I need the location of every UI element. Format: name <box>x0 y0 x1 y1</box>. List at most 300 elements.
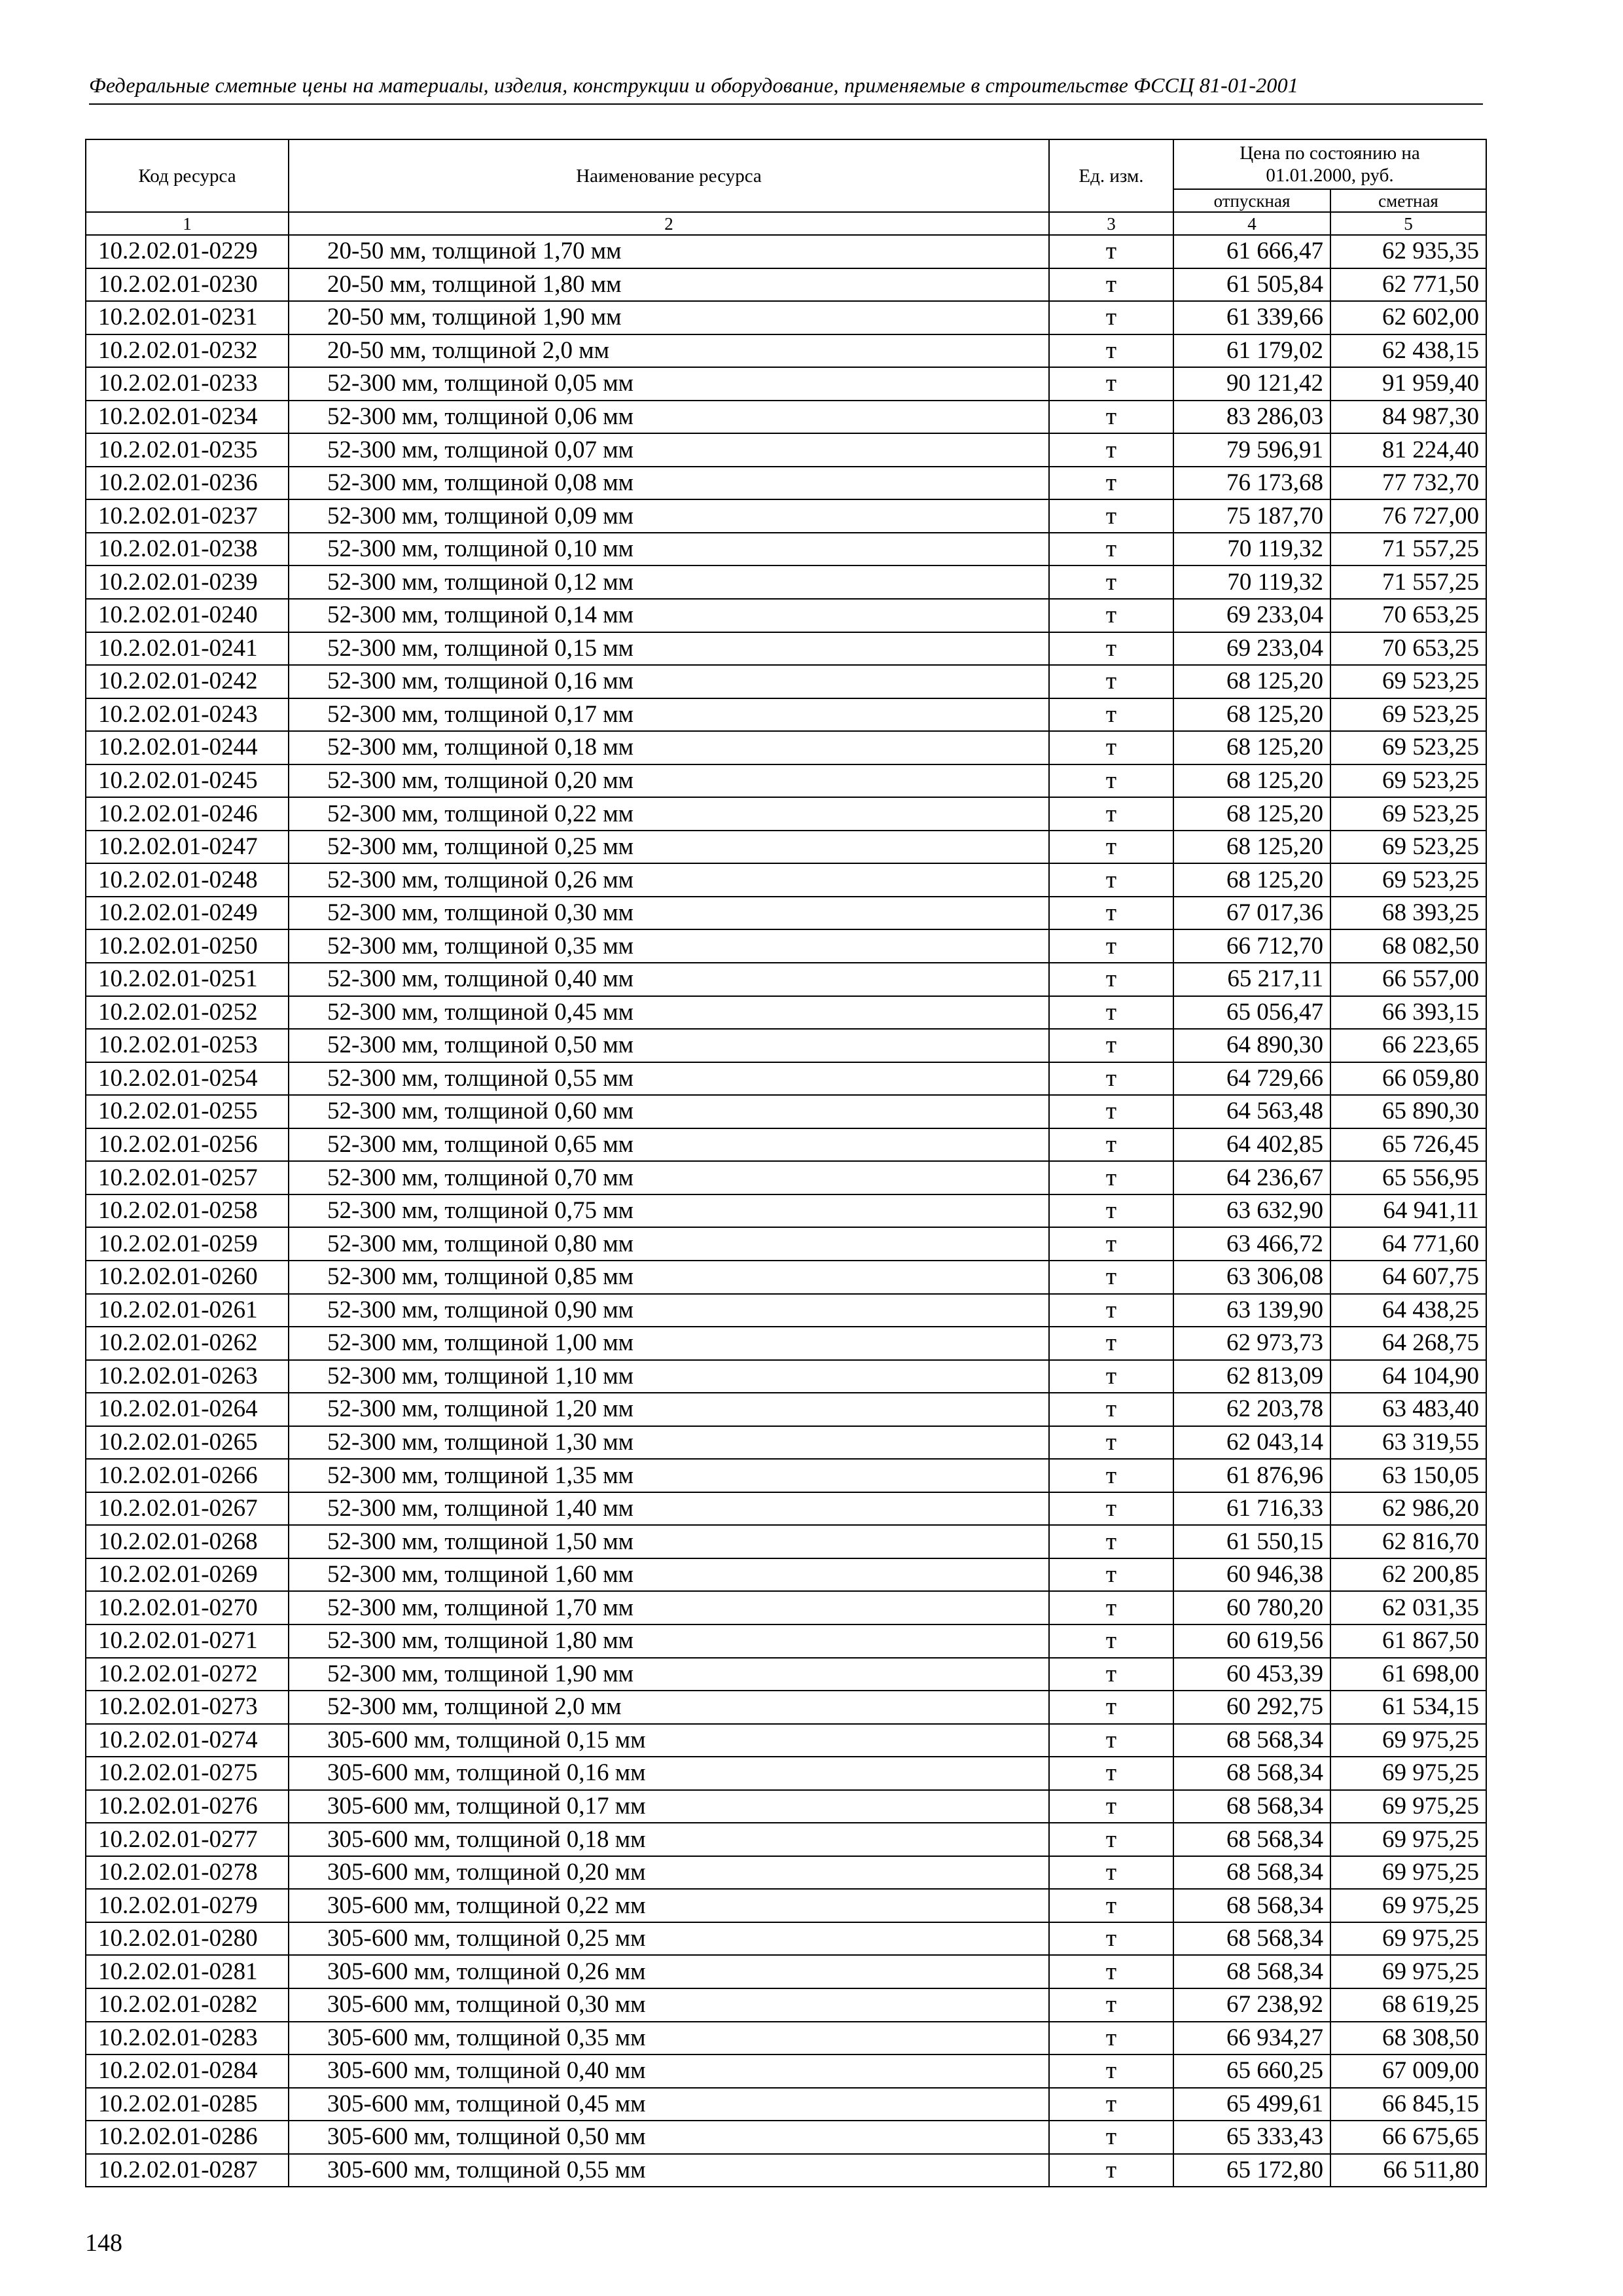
estimate-price: 61 534,15 <box>1330 1691 1486 1724</box>
resource-name: 52-300 мм, толщиной 0,35 мм <box>289 929 1049 963</box>
release-price: 67 017,36 <box>1173 897 1330 930</box>
resource-unit: т <box>1049 2022 1173 2055</box>
table-row <box>86 1922 1486 1956</box>
table-row <box>86 897 1486 930</box>
release-price: 62 813,09 <box>1173 1360 1330 1393</box>
release-price: 75 187,70 <box>1173 499 1330 533</box>
estimate-price: 62 200,85 <box>1330 1558 1486 1592</box>
resource-unit: т <box>1049 963 1173 996</box>
resource-name: 52-300 мм, толщиной 0,85 мм <box>289 1261 1049 1294</box>
table-row <box>86 632 1486 666</box>
table-row <box>86 367 1486 401</box>
release-price: 64 236,67 <box>1173 1161 1330 1194</box>
estimate-price: 63 319,55 <box>1330 1426 1486 1460</box>
table-row <box>86 1128 1486 1162</box>
resource-code: 10.2.02.01-0250 <box>86 929 289 963</box>
table-row <box>86 1459 1486 1492</box>
running-header: Федеральные сметные цены на материалы, изделия, конструкции и оборудование, применяемые в строительстве ФССЦ 81-01-2001 <box>89 73 1299 97</box>
column-number-3: 3 <box>1049 212 1173 235</box>
table-row <box>86 1194 1486 1228</box>
resource-unit: т <box>1049 1724 1173 1757</box>
resource-name: 305-600 мм, толщиной 0,25 мм <box>289 1922 1049 1956</box>
resource-name: 52-300 мм, толщиной 0,10 мм <box>289 533 1049 566</box>
table-row <box>86 1790 1486 1823</box>
resource-unit: т <box>1049 1790 1173 1823</box>
release-price: 63 139,90 <box>1173 1294 1330 1327</box>
column-header-code: Код ресурса <box>86 139 289 212</box>
resource-code: 10.2.02.01-0286 <box>86 2121 289 2154</box>
release-price: 76 173,68 <box>1173 467 1330 500</box>
resource-code: 10.2.02.01-0233 <box>86 367 289 401</box>
estimate-price: 63 150,05 <box>1330 1459 1486 1492</box>
estimate-price: 69 523,25 <box>1330 797 1486 831</box>
estimate-price: 69 523,25 <box>1330 698 1486 732</box>
estimate-price: 62 986,20 <box>1330 1492 1486 1526</box>
resource-name: 52-300 мм, толщиной 0,26 мм <box>289 863 1049 897</box>
column-number-4: 4 <box>1173 212 1330 235</box>
estimate-price: 62 816,70 <box>1330 1525 1486 1558</box>
resource-code: 10.2.02.01-0261 <box>86 1294 289 1327</box>
resource-code: 10.2.02.01-0235 <box>86 433 289 467</box>
estimate-price: 69 975,25 <box>1330 1856 1486 1890</box>
resource-name: 20-50 мм, толщиной 1,70 мм <box>289 235 1049 268</box>
table-row <box>86 268 1486 302</box>
resource-code: 10.2.02.01-0252 <box>86 996 289 1030</box>
column-header-unit: Ед. изм. <box>1049 139 1173 212</box>
estimate-price: 64 438,25 <box>1330 1294 1486 1327</box>
release-price: 63 466,72 <box>1173 1227 1330 1261</box>
resource-unit: т <box>1049 831 1173 864</box>
resource-code: 10.2.02.01-0287 <box>86 2154 289 2187</box>
resource-code: 10.2.02.01-0280 <box>86 1922 289 1956</box>
resource-unit: т <box>1049 301 1173 334</box>
resource-name: 52-300 мм, толщиной 0,18 мм <box>289 731 1049 764</box>
resource-unit: т <box>1049 1955 1173 1988</box>
release-price: 61 505,84 <box>1173 268 1330 302</box>
table-row <box>86 1393 1486 1426</box>
resource-code: 10.2.02.01-0279 <box>86 1889 289 1922</box>
resource-unit: т <box>1049 797 1173 831</box>
estimate-price: 62 771,50 <box>1330 268 1486 302</box>
table-row <box>86 1525 1486 1558</box>
estimate-price: 91 959,40 <box>1330 367 1486 401</box>
resource-code: 10.2.02.01-0248 <box>86 863 289 897</box>
release-price: 68 568,34 <box>1173 1724 1330 1757</box>
release-price: 90 121,42 <box>1173 367 1330 401</box>
estimate-price: 69 523,25 <box>1330 764 1486 798</box>
release-price: 62 973,73 <box>1173 1327 1330 1360</box>
resource-code: 10.2.02.01-0266 <box>86 1459 289 1492</box>
estimate-price: 66 059,80 <box>1330 1062 1486 1096</box>
release-price: 65 217,11 <box>1173 963 1330 996</box>
resource-unit: т <box>1049 1624 1173 1658</box>
release-price: 66 934,27 <box>1173 2022 1330 2055</box>
resource-unit: т <box>1049 698 1173 732</box>
estimate-price: 66 393,15 <box>1330 996 1486 1030</box>
table-row <box>86 1757 1486 1790</box>
column-number-1: 1 <box>86 212 289 235</box>
resource-unit: т <box>1049 1360 1173 1393</box>
resource-code: 10.2.02.01-0251 <box>86 963 289 996</box>
release-price: 64 563,48 <box>1173 1095 1330 1128</box>
release-price: 65 499,61 <box>1173 2088 1330 2121</box>
resource-code: 10.2.02.01-0272 <box>86 1658 289 1691</box>
table-row <box>86 1889 1486 1922</box>
table-row <box>86 929 1486 963</box>
page-number: 148 <box>85 2229 122 2257</box>
resource-unit: т <box>1049 1889 1173 1922</box>
estimate-price: 69 523,25 <box>1330 731 1486 764</box>
table-row <box>86 1161 1486 1194</box>
resource-unit: т <box>1049 764 1173 798</box>
resource-unit: т <box>1049 1029 1173 1062</box>
resource-code: 10.2.02.01-0258 <box>86 1194 289 1228</box>
estimate-price: 71 557,25 <box>1330 565 1486 599</box>
release-price: 68 125,20 <box>1173 665 1330 698</box>
release-price: 61 179,02 <box>1173 334 1330 368</box>
resource-unit: т <box>1049 1128 1173 1162</box>
estimate-price: 66 845,15 <box>1330 2088 1486 2121</box>
release-price: 65 333,43 <box>1173 2121 1330 2154</box>
table-row <box>86 1624 1486 1658</box>
resource-code: 10.2.02.01-0230 <box>86 268 289 302</box>
resource-name: 52-300 мм, толщиной 0,60 мм <box>289 1095 1049 1128</box>
release-price: 62 203,78 <box>1173 1393 1330 1426</box>
table-row <box>86 1327 1486 1360</box>
release-price: 61 876,96 <box>1173 1459 1330 1492</box>
estimate-price: 70 653,25 <box>1330 632 1486 666</box>
release-price: 61 666,47 <box>1173 235 1330 268</box>
resource-name: 52-300 мм, толщиной 0,40 мм <box>289 963 1049 996</box>
table-row <box>86 1724 1486 1757</box>
estimate-price: 69 523,25 <box>1330 831 1486 864</box>
release-price: 68 125,20 <box>1173 698 1330 732</box>
estimate-price: 61 867,50 <box>1330 1624 1486 1658</box>
resource-code: 10.2.02.01-0275 <box>86 1757 289 1790</box>
resource-code: 10.2.02.01-0285 <box>86 2088 289 2121</box>
resource-name: 52-300 мм, толщиной 2,0 мм <box>289 1691 1049 1724</box>
table-row <box>86 1261 1486 1294</box>
table-row <box>86 334 1486 368</box>
table-row <box>86 1691 1486 1724</box>
resource-unit: т <box>1049 467 1173 500</box>
release-price: 68 568,34 <box>1173 1889 1330 1922</box>
resource-unit: т <box>1049 2054 1173 2088</box>
resource-name: 305-600 мм, толщиной 0,55 мм <box>289 2154 1049 2187</box>
estimate-price: 64 607,75 <box>1330 1261 1486 1294</box>
resource-name: 52-300 мм, толщиной 0,08 мм <box>289 467 1049 500</box>
estimate-price: 70 653,25 <box>1330 599 1486 632</box>
table-row <box>86 433 1486 467</box>
table-row <box>86 1294 1486 1327</box>
release-price: 69 233,04 <box>1173 632 1330 666</box>
resource-unit: т <box>1049 929 1173 963</box>
header-divider <box>89 103 1483 105</box>
resource-code: 10.2.02.01-0274 <box>86 1724 289 1757</box>
resource-code: 10.2.02.01-0236 <box>86 467 289 500</box>
table-row <box>86 831 1486 864</box>
table-row <box>86 499 1486 533</box>
release-price: 60 453,39 <box>1173 1658 1330 1691</box>
resource-unit: т <box>1049 1492 1173 1526</box>
table-row <box>86 1095 1486 1128</box>
resource-code: 10.2.02.01-0260 <box>86 1261 289 1294</box>
estimate-price: 66 223,65 <box>1330 1029 1486 1062</box>
table-row <box>86 698 1486 732</box>
resource-code: 10.2.02.01-0282 <box>86 1988 289 2022</box>
release-price: 64 402,85 <box>1173 1128 1330 1162</box>
resource-name: 52-300 мм, толщиной 0,07 мм <box>289 433 1049 467</box>
table-row <box>86 467 1486 500</box>
resource-unit: т <box>1049 1558 1173 1592</box>
table-row <box>86 2121 1486 2154</box>
resource-code: 10.2.02.01-0270 <box>86 1591 289 1624</box>
resource-unit: т <box>1049 632 1173 666</box>
estimate-price: 68 082,50 <box>1330 929 1486 963</box>
resource-name: 52-300 мм, толщиной 0,70 мм <box>289 1161 1049 1194</box>
release-price: 63 632,90 <box>1173 1194 1330 1228</box>
table-row <box>86 1658 1486 1691</box>
resource-unit: т <box>1049 1426 1173 1460</box>
resource-unit: т <box>1049 2088 1173 2121</box>
resource-name: 52-300 мм, толщиной 0,20 мм <box>289 764 1049 798</box>
table-row <box>86 1856 1486 1890</box>
resource-unit: т <box>1049 1261 1173 1294</box>
table-row <box>86 401 1486 434</box>
table-row <box>86 731 1486 764</box>
resource-name: 20-50 мм, толщиной 2,0 мм <box>289 334 1049 368</box>
resource-code: 10.2.02.01-0278 <box>86 1856 289 1890</box>
estimate-price: 63 483,40 <box>1330 1393 1486 1426</box>
resource-name: 20-50 мм, толщиной 1,90 мм <box>289 301 1049 334</box>
resource-unit: т <box>1049 1062 1173 1096</box>
estimate-price: 69 975,25 <box>1330 1823 1486 1856</box>
resource-unit: т <box>1049 1658 1173 1691</box>
resource-code: 10.2.02.01-0243 <box>86 698 289 732</box>
resource-unit: т <box>1049 565 1173 599</box>
resource-code: 10.2.02.01-0237 <box>86 499 289 533</box>
resource-name: 52-300 мм, толщиной 0,14 мм <box>289 599 1049 632</box>
resource-name: 52-300 мм, толщиной 1,00 мм <box>289 1327 1049 1360</box>
resource-unit: т <box>1049 731 1173 764</box>
estimate-price: 67 009,00 <box>1330 2054 1486 2088</box>
estimate-price: 69 975,25 <box>1330 1724 1486 1757</box>
table-row <box>86 863 1486 897</box>
resource-name: 52-300 мм, толщиной 0,90 мм <box>289 1294 1049 1327</box>
estimate-price: 76 727,00 <box>1330 499 1486 533</box>
price-table <box>85 139 1487 2187</box>
resource-unit: т <box>1049 367 1173 401</box>
resource-unit: т <box>1049 1459 1173 1492</box>
resource-code: 10.2.02.01-0242 <box>86 665 289 698</box>
resource-name: 52-300 мм, толщиной 1,50 мм <box>289 1525 1049 1558</box>
table-row <box>86 1591 1486 1624</box>
resource-unit: т <box>1049 2154 1173 2187</box>
resource-code: 10.2.02.01-0234 <box>86 401 289 434</box>
resource-name: 305-600 мм, толщиной 0,17 мм <box>289 1790 1049 1823</box>
resource-name: 52-300 мм, толщиной 1,20 мм <box>289 1393 1049 1426</box>
resource-unit: т <box>1049 499 1173 533</box>
resource-name: 305-600 мм, толщиной 0,35 мм <box>289 2022 1049 2055</box>
resource-unit: т <box>1049 1294 1173 1327</box>
resource-unit: т <box>1049 433 1173 467</box>
resource-unit: т <box>1049 599 1173 632</box>
column-header-release: отпускная <box>1173 189 1330 212</box>
column-number-2: 2 <box>289 212 1049 235</box>
resource-code: 10.2.02.01-0259 <box>86 1227 289 1261</box>
estimate-price: 68 308,50 <box>1330 2022 1486 2055</box>
resource-code: 10.2.02.01-0229 <box>86 235 289 268</box>
estimate-price: 69 975,25 <box>1330 1790 1486 1823</box>
resource-name: 305-600 мм, толщиной 0,16 мм <box>289 1757 1049 1790</box>
resource-name: 305-600 мм, толщиной 0,45 мм <box>289 2088 1049 2121</box>
resource-unit: т <box>1049 1327 1173 1360</box>
resource-code: 10.2.02.01-0277 <box>86 1823 289 1856</box>
resource-unit: т <box>1049 1691 1173 1724</box>
resource-unit: т <box>1049 268 1173 302</box>
release-price: 68 125,20 <box>1173 863 1330 897</box>
resource-unit: т <box>1049 1393 1173 1426</box>
resource-code: 10.2.02.01-0283 <box>86 2022 289 2055</box>
resource-name: 52-300 мм, толщиной 0,16 мм <box>289 665 1049 698</box>
resource-unit: т <box>1049 863 1173 897</box>
table-row <box>86 533 1486 566</box>
resource-name: 52-300 мм, толщиной 1,35 мм <box>289 1459 1049 1492</box>
release-price: 70 119,32 <box>1173 533 1330 566</box>
release-price: 60 292,75 <box>1173 1691 1330 1724</box>
resource-name: 20-50 мм, толщиной 1,80 мм <box>289 268 1049 302</box>
resource-code: 10.2.02.01-0240 <box>86 599 289 632</box>
estimate-price: 77 732,70 <box>1330 467 1486 500</box>
resource-name: 305-600 мм, толщиной 0,18 мм <box>289 1823 1049 1856</box>
release-price: 66 712,70 <box>1173 929 1330 963</box>
release-price: 68 568,34 <box>1173 1955 1330 1988</box>
resource-unit: т <box>1049 235 1173 268</box>
table-row <box>86 1029 1486 1062</box>
table-row <box>86 2154 1486 2187</box>
release-price: 62 043,14 <box>1173 1426 1330 1460</box>
resource-unit: т <box>1049 1227 1173 1261</box>
resource-name: 305-600 мм, толщиной 0,20 мм <box>289 1856 1049 1890</box>
resource-code: 10.2.02.01-0239 <box>86 565 289 599</box>
resource-code: 10.2.02.01-0255 <box>86 1095 289 1128</box>
resource-name: 52-300 мм, толщиной 1,10 мм <box>289 1360 1049 1393</box>
estimate-price: 69 523,25 <box>1330 665 1486 698</box>
table-row <box>86 1062 1486 1096</box>
table-row <box>86 2088 1486 2121</box>
resource-name: 52-300 мм, толщиной 0,17 мм <box>289 698 1049 732</box>
release-price: 68 125,20 <box>1173 764 1330 798</box>
column-header-estimate: сметная <box>1330 189 1486 212</box>
table-row <box>86 996 1486 1030</box>
estimate-price: 64 941,11 <box>1330 1194 1486 1228</box>
release-price: 64 729,66 <box>1173 1062 1330 1096</box>
release-price: 65 172,80 <box>1173 2154 1330 2187</box>
release-price: 61 716,33 <box>1173 1492 1330 1526</box>
release-price: 60 619,56 <box>1173 1624 1330 1658</box>
resource-unit: т <box>1049 996 1173 1030</box>
resource-unit: т <box>1049 1095 1173 1128</box>
resource-name: 305-600 мм, толщиной 0,50 мм <box>289 2121 1049 2154</box>
resource-name: 52-300 мм, толщиной 1,40 мм <box>289 1492 1049 1526</box>
resource-code: 10.2.02.01-0269 <box>86 1558 289 1592</box>
resource-name: 52-300 мм, толщиной 0,45 мм <box>289 996 1049 1030</box>
estimate-price: 69 975,25 <box>1330 1922 1486 1956</box>
estimate-price: 69 975,25 <box>1330 1955 1486 1988</box>
resource-unit: т <box>1049 1823 1173 1856</box>
resource-name: 52-300 мм, толщиной 0,25 мм <box>289 831 1049 864</box>
resource-unit: т <box>1049 1988 1173 2022</box>
table-body <box>86 235 1486 2187</box>
resource-name: 52-300 мм, толщиной 0,22 мм <box>289 797 1049 831</box>
table-row <box>86 797 1486 831</box>
resource-code: 10.2.02.01-0245 <box>86 764 289 798</box>
resource-name: 305-600 мм, толщиной 0,15 мм <box>289 1724 1049 1757</box>
resource-unit: т <box>1049 1161 1173 1194</box>
resource-unit: т <box>1049 1922 1173 1956</box>
resource-name: 52-300 мм, толщиной 0,65 мм <box>289 1128 1049 1162</box>
table-row <box>86 599 1486 632</box>
release-price: 68 568,34 <box>1173 1757 1330 1790</box>
column-header-name: Наименование ресурса <box>289 139 1049 212</box>
resource-unit: т <box>1049 1856 1173 1890</box>
resource-code: 10.2.02.01-0281 <box>86 1955 289 1988</box>
resource-code: 10.2.02.01-0253 <box>86 1029 289 1062</box>
resource-unit: т <box>1049 334 1173 368</box>
release-price: 63 306,08 <box>1173 1261 1330 1294</box>
table-row <box>86 1558 1486 1592</box>
table-row <box>86 963 1486 996</box>
table-row <box>86 301 1486 334</box>
resource-unit: т <box>1049 2121 1173 2154</box>
resource-code: 10.2.02.01-0262 <box>86 1327 289 1360</box>
resource-name: 52-300 мм, толщиной 0,09 мм <box>289 499 1049 533</box>
release-price: 65 056,47 <box>1173 996 1330 1030</box>
release-price: 61 550,15 <box>1173 1525 1330 1558</box>
resource-unit: т <box>1049 1525 1173 1558</box>
release-price: 68 125,20 <box>1173 731 1330 764</box>
estimate-price: 69 975,25 <box>1330 1757 1486 1790</box>
resource-code: 10.2.02.01-0268 <box>86 1525 289 1558</box>
table-row <box>86 665 1486 698</box>
release-price: 60 946,38 <box>1173 1558 1330 1592</box>
estimate-price: 69 975,25 <box>1330 1889 1486 1922</box>
table-row <box>86 1360 1486 1393</box>
resource-code: 10.2.02.01-0276 <box>86 1790 289 1823</box>
table-row <box>86 1492 1486 1526</box>
resource-code: 10.2.02.01-0254 <box>86 1062 289 1096</box>
column-number-5: 5 <box>1330 212 1486 235</box>
resource-name: 52-300 мм, толщиной 1,30 мм <box>289 1426 1049 1460</box>
release-price: 64 890,30 <box>1173 1029 1330 1062</box>
estimate-price: 69 523,25 <box>1330 863 1486 897</box>
table-row <box>86 2022 1486 2055</box>
resource-unit: т <box>1049 665 1173 698</box>
resource-name: 305-600 мм, толщиной 0,30 мм <box>289 1988 1049 2022</box>
release-price: 68 568,34 <box>1173 1856 1330 1890</box>
estimate-price: 64 268,75 <box>1330 1327 1486 1360</box>
resource-name: 52-300 мм, толщиной 0,12 мм <box>289 565 1049 599</box>
release-price: 68 125,20 <box>1173 831 1330 864</box>
estimate-price: 71 557,25 <box>1330 533 1486 566</box>
resource-name: 305-600 мм, толщиной 0,22 мм <box>289 1889 1049 1922</box>
table-row <box>86 1426 1486 1460</box>
resource-unit: т <box>1049 401 1173 434</box>
release-price: 68 568,34 <box>1173 1823 1330 1856</box>
resource-name: 305-600 мм, толщиной 0,40 мм <box>289 2054 1049 2088</box>
release-price: 60 780,20 <box>1173 1591 1330 1624</box>
resource-name: 52-300 мм, толщиной 0,75 мм <box>289 1194 1049 1228</box>
